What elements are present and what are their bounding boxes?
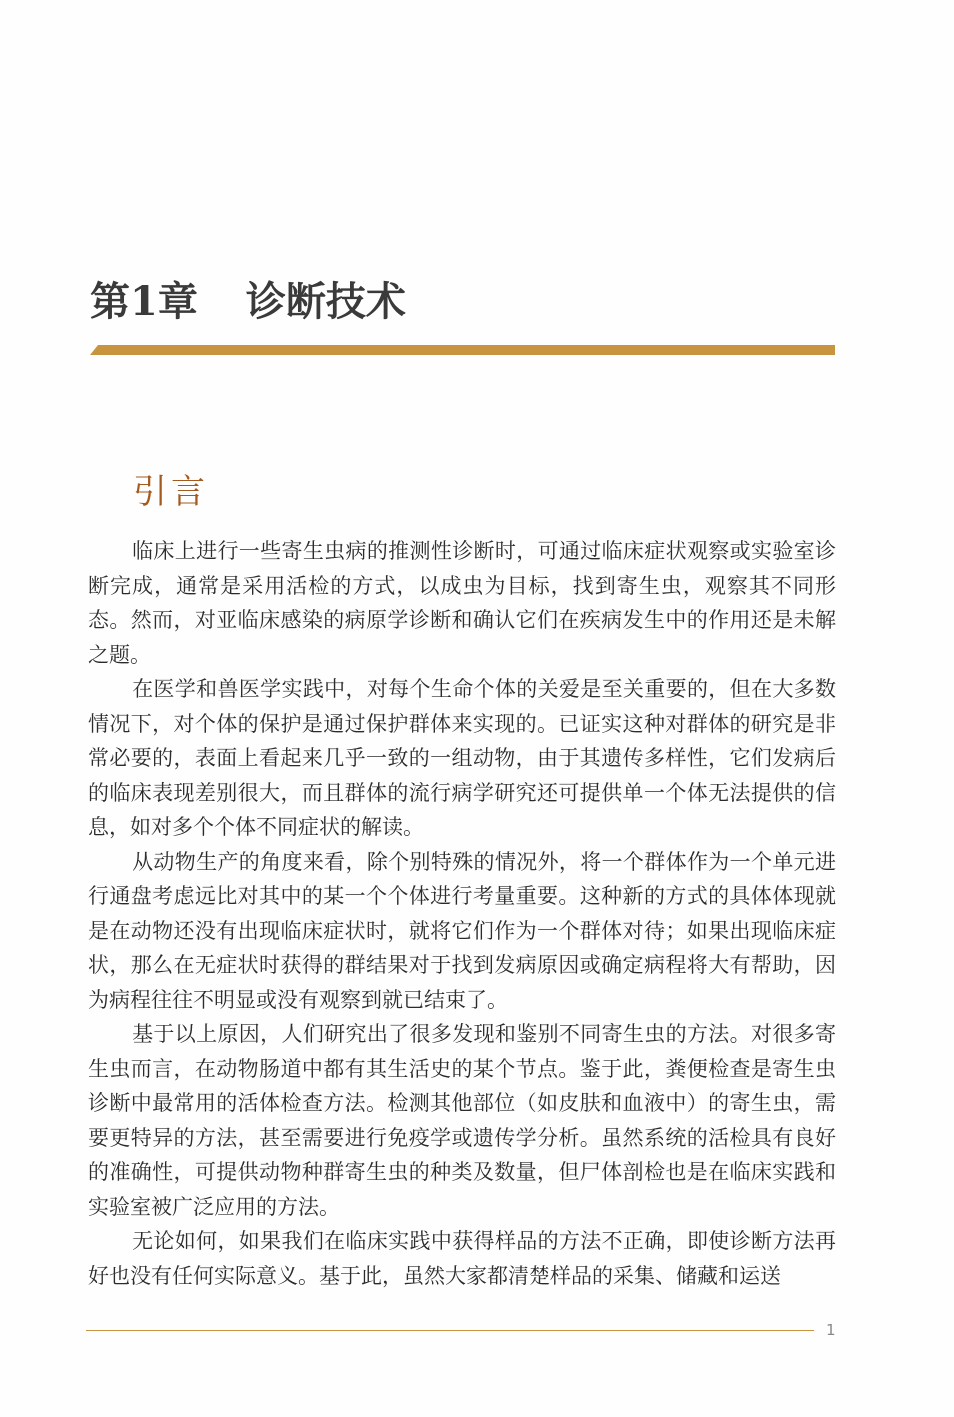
paragraph-1: 临床上进行一些寄生虫病的推测性诊断时，可通过临床症状观察或实验室诊断完成，通常是采用活检的方式，以成虫为目标，找到寄生虫，观察其不同形态。然而，对亚临床感染的病原学诊断和确认它们在疾病发生中的作用还是未解之题。 bbox=[88, 539, 836, 667]
chapter-name: 诊断技术 bbox=[245, 278, 406, 325]
chapter-number: 第1章 bbox=[90, 278, 198, 325]
paragraph-2: 在医学和兽医学实践中，对每个生命个体的关爱是至关重要的，但在大多数情况下，对个体的保护是通过保护群体来实现的。已证实这种对群体的研究是非常必要的，表面上看起来几乎一致的一组动物，由于其遗传多样性，它们发病后的临床表现差别很大，而且群体的流行病学研究还可提供单一个体无法提供的信息，如对多个个体不同症状的解读。 bbox=[88, 677, 836, 839]
body-text bbox=[88, 534, 836, 1293]
footer-rule bbox=[86, 1330, 814, 1331]
page-number: 1 bbox=[826, 1321, 836, 1339]
paragraph-3: 从动物生产的角度来看，除个别特殊的情况外，将一个群体作为一个单元进行通盘考虑远比对其中的某一个个体进行考量重要。这种新的方式的具体体现就是在动物还没有出现临床症状时，就将它们作为一个群体对待；如果出现临床症状，那么在无症状时获得的群结果对于找到发病原因或确定病程将大有帮助，因为病程往往不明显或没有观察到就已结束了。 bbox=[88, 849, 836, 1012]
paragraph-5: 无论如何，如果我们在临床实践中获得样品的方法不正确，即使诊断方法再好也没有任何实际意义。基于此，虽然大家都清楚样品的采集、储藏和运送 bbox=[88, 1229, 836, 1288]
chapter-title bbox=[90, 276, 406, 328]
chapter-divider-bar bbox=[90, 345, 835, 355]
section-heading: 引言 bbox=[133, 472, 209, 512]
paragraph-4: 基于以上原因，人们研究出了很多发现和鉴别不同寄生虫的方法。对很多寄生虫而言，在动物肠道中都有其生活史的某个节点。鉴于此，粪便检查是寄生虫诊断中最常用的活体检查方法。检测其他部位（如皮肤和血液中）的寄生虫，需要更特异的方法，甚至需要进行免疫学或遗传学分析。虽然系统的活检具有良好的准确性，可提供动物种群寄生虫的种类及数量，但尸体剖检也是在临床实践和实验室被广泛应用的方法。 bbox=[88, 1022, 836, 1219]
